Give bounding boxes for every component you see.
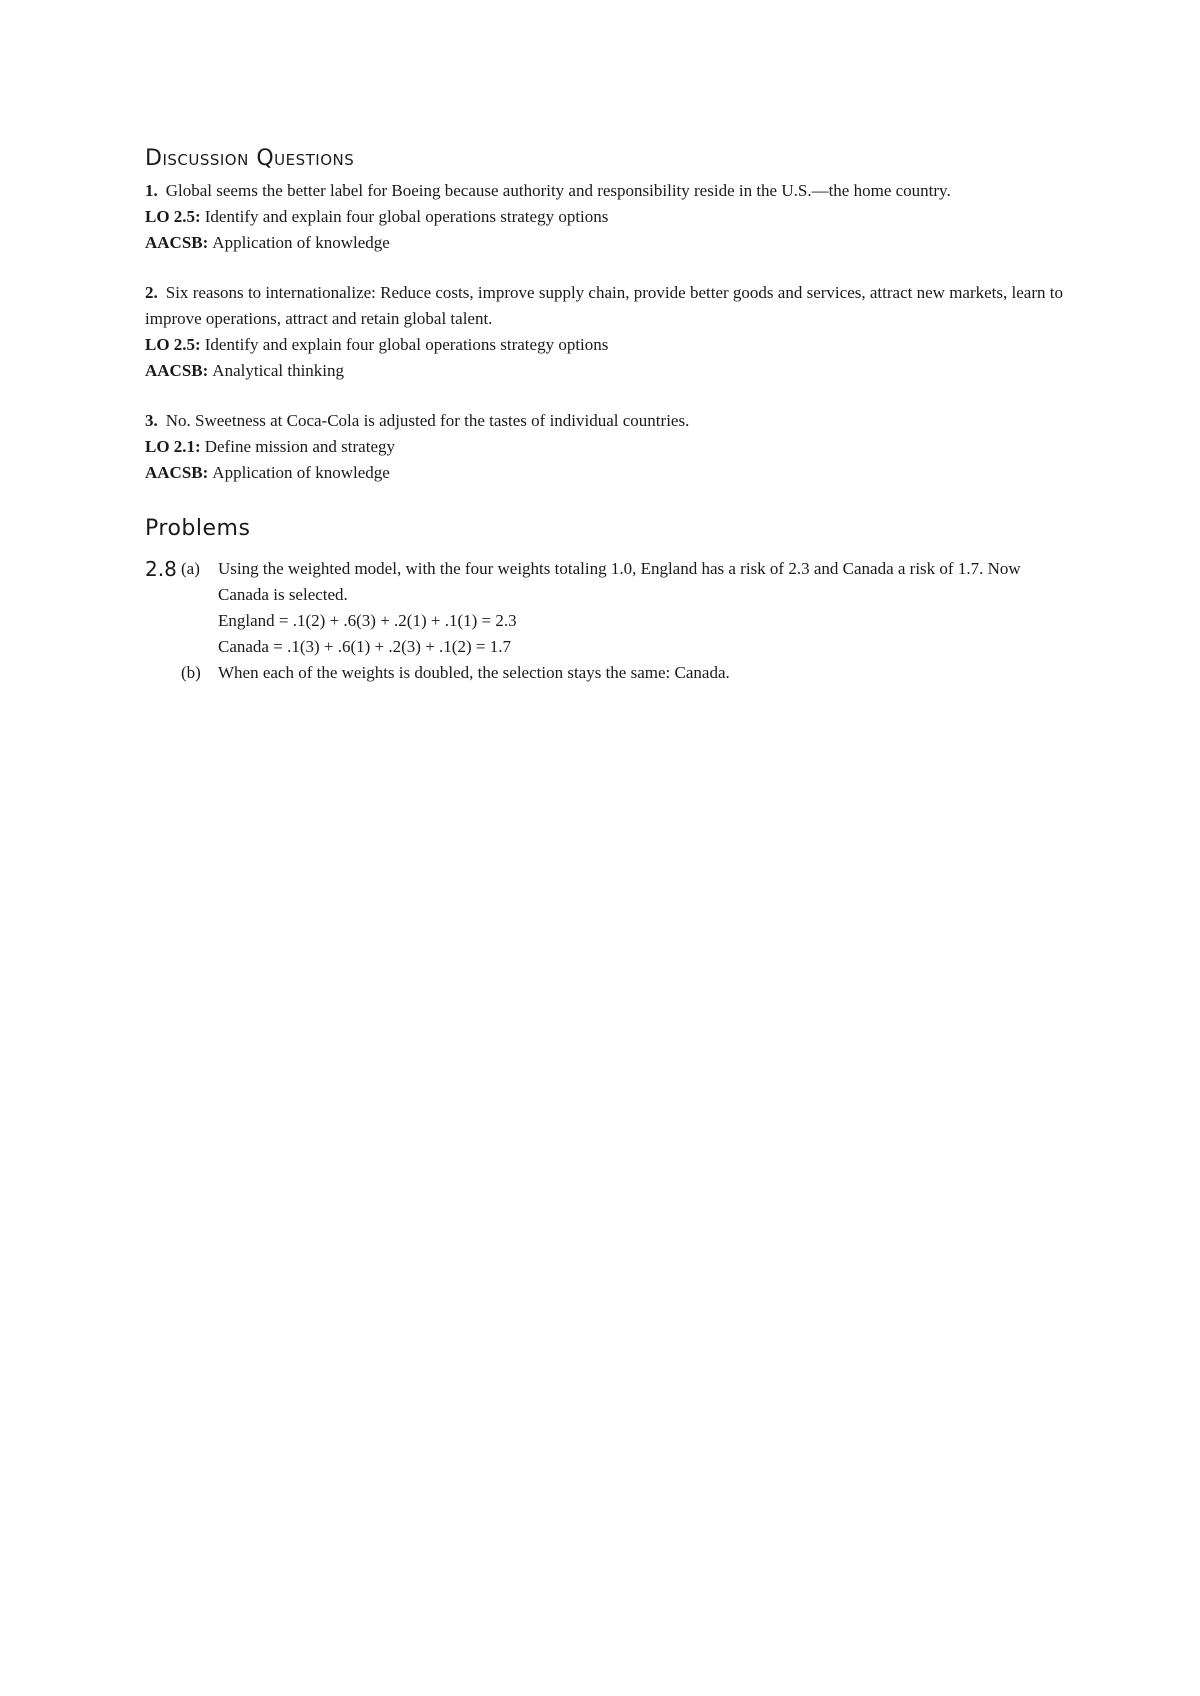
aacsb-text: Application of knowledge [212,233,390,252]
question-body: Six reasons to internationalize: Reduce costs, improve supply chain, provide better goods and services, attract new markets, learn to improve operations, attract and retain global talent. [145,283,1063,328]
lo-label: LO 2.5: [145,335,201,354]
part-line: Using the weighted model, with the four weights totaling 1.0, England has a risk of 2.3 and Canada a risk of 1.7. Now Canada is selected. [218,559,1021,604]
question-text [145,408,1063,434]
learning-objective [145,434,1063,460]
part-body [218,660,1063,686]
discussion-question-2 [145,280,1063,384]
aacsb-label: AACSB: [145,233,209,252]
learning-objective [145,332,1063,358]
part-label: (b) [181,663,201,682]
document-page [145,142,1063,686]
question-body: Global seems the better label for Boeing because authority and responsibility reside in the U.S.—the home country. [165,181,951,200]
part-body [218,556,1063,660]
problem-number: 2.8 [145,557,177,581]
lo-label: LO 2.1: [145,437,201,456]
discussion-question-3 [145,408,1063,486]
discussion-question-1 [145,178,1063,256]
problem-part-a [145,556,1063,660]
aacsb-label: AACSB: [145,361,209,380]
aacsb-standard [145,358,1063,384]
problem-part-b [145,660,1063,686]
learning-objective [145,204,1063,230]
question-number: 2. [145,283,158,302]
lo-text: Identify and explain four global operations strategy options [204,207,609,226]
lo-text: Identify and explain four global operations strategy options [204,335,609,354]
question-number: 1. [145,181,158,200]
canada-calculation: Canada = .1(3) + .6(1) + .2(3) + .1(2) = 1.7 [218,637,511,656]
lo-label: LO 2.5: [145,207,201,226]
question-text [145,280,1063,332]
question-number: 3. [145,411,158,430]
question-body: No. Sweetness at Coca-Cola is adjusted for the tastes of individual countries. [165,411,690,430]
aacsb-standard [145,460,1063,486]
question-text [145,178,1063,204]
discussion-questions-heading: Discussion Questions [145,146,355,171]
aacsb-standard [145,230,1063,256]
part-label: (a) [181,559,200,578]
aacsb-label: AACSB: [145,463,209,482]
aacsb-text: Analytical thinking [212,361,345,380]
problems-heading: Problems [145,516,251,541]
england-calculation: England = .1(2) + .6(3) + .2(1) + .1(1) = 2.3 [218,611,517,630]
problem-2-8 [145,556,1063,686]
aacsb-text: Application of knowledge [212,463,390,482]
part-line: When each of the weights is doubled, the selection stays the same: Canada. [218,663,730,682]
lo-text: Define mission and strategy [204,437,395,456]
